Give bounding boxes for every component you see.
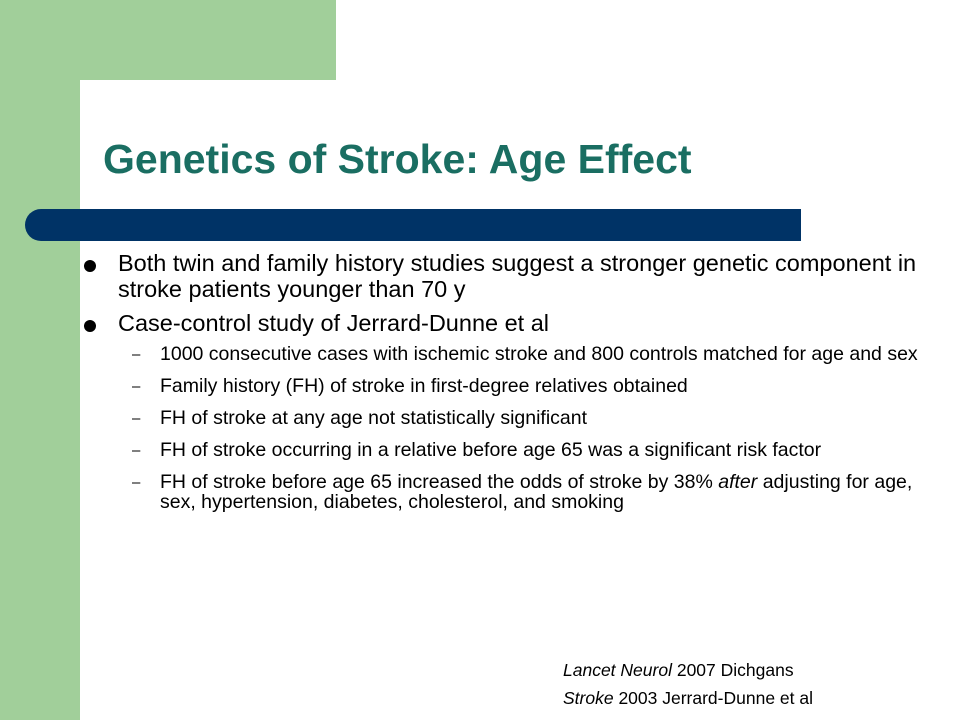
bullet-item: [80, 250, 950, 302]
sub-bullet-text: FH of stroke at any age not statistically significant: [160, 407, 588, 429]
dash-icon: –: [132, 346, 141, 363]
dash-icon: –: [132, 378, 141, 395]
sub-bullet-emphasis: after: [718, 471, 758, 493]
sub-bullet-item: [80, 440, 950, 460]
bullet-text: Case-control study of Jerrard-Dunne et al: [118, 310, 550, 336]
title-underline-bar: [25, 209, 801, 241]
dash-icon: –: [132, 442, 141, 459]
reference-journal: Lancet Neurol: [563, 660, 672, 680]
sub-bullet-item: [80, 344, 950, 364]
sub-bullet-text-after: adjusting for age, sex, hypertension, diabetes, cholesterol, and smoking: [160, 471, 913, 513]
sub-bullet-item: [80, 376, 950, 396]
corner-curve: [80, 80, 140, 140]
reference-detail: 2007 Dichgans: [671, 660, 794, 680]
green-sidebar: [0, 0, 80, 720]
bullet-text: Both twin and family history studies suggest a stronger genetic component in stroke patients younger than 70 y: [118, 250, 917, 302]
reference-item: [563, 656, 813, 684]
dash-icon: –: [132, 474, 141, 491]
sub-bullet-item: [80, 472, 950, 512]
green-top-band: [0, 0, 336, 80]
reference-item: [563, 684, 813, 712]
reference-detail: 2003 Jerrard-Dunne et al: [613, 688, 813, 708]
sub-bullet-text: Family history (FH) of stroke in first-degree relatives obtained: [160, 375, 688, 397]
sub-bullet-item: [80, 408, 950, 428]
slide-title: Genetics of Stroke: Age Effect: [103, 136, 692, 182]
bullet-item: [80, 310, 950, 336]
reference-journal: Stroke: [563, 688, 614, 708]
bullet-dot-icon: [84, 260, 96, 272]
bullet-dot-icon: [84, 320, 96, 332]
references: [563, 656, 813, 712]
sub-bullet-text-before: FH of stroke before age 65 increased the odds of stroke by 38%: [160, 471, 719, 493]
slide-content: [80, 250, 950, 524]
sub-bullet-text: FH of stroke occurring in a relative before age 65 was a significant risk factor: [160, 439, 822, 461]
sub-bullet-text: 1000 consecutive cases with ischemic stroke and 800 controls matched for age and sex: [160, 343, 918, 365]
dash-icon: –: [132, 410, 141, 427]
